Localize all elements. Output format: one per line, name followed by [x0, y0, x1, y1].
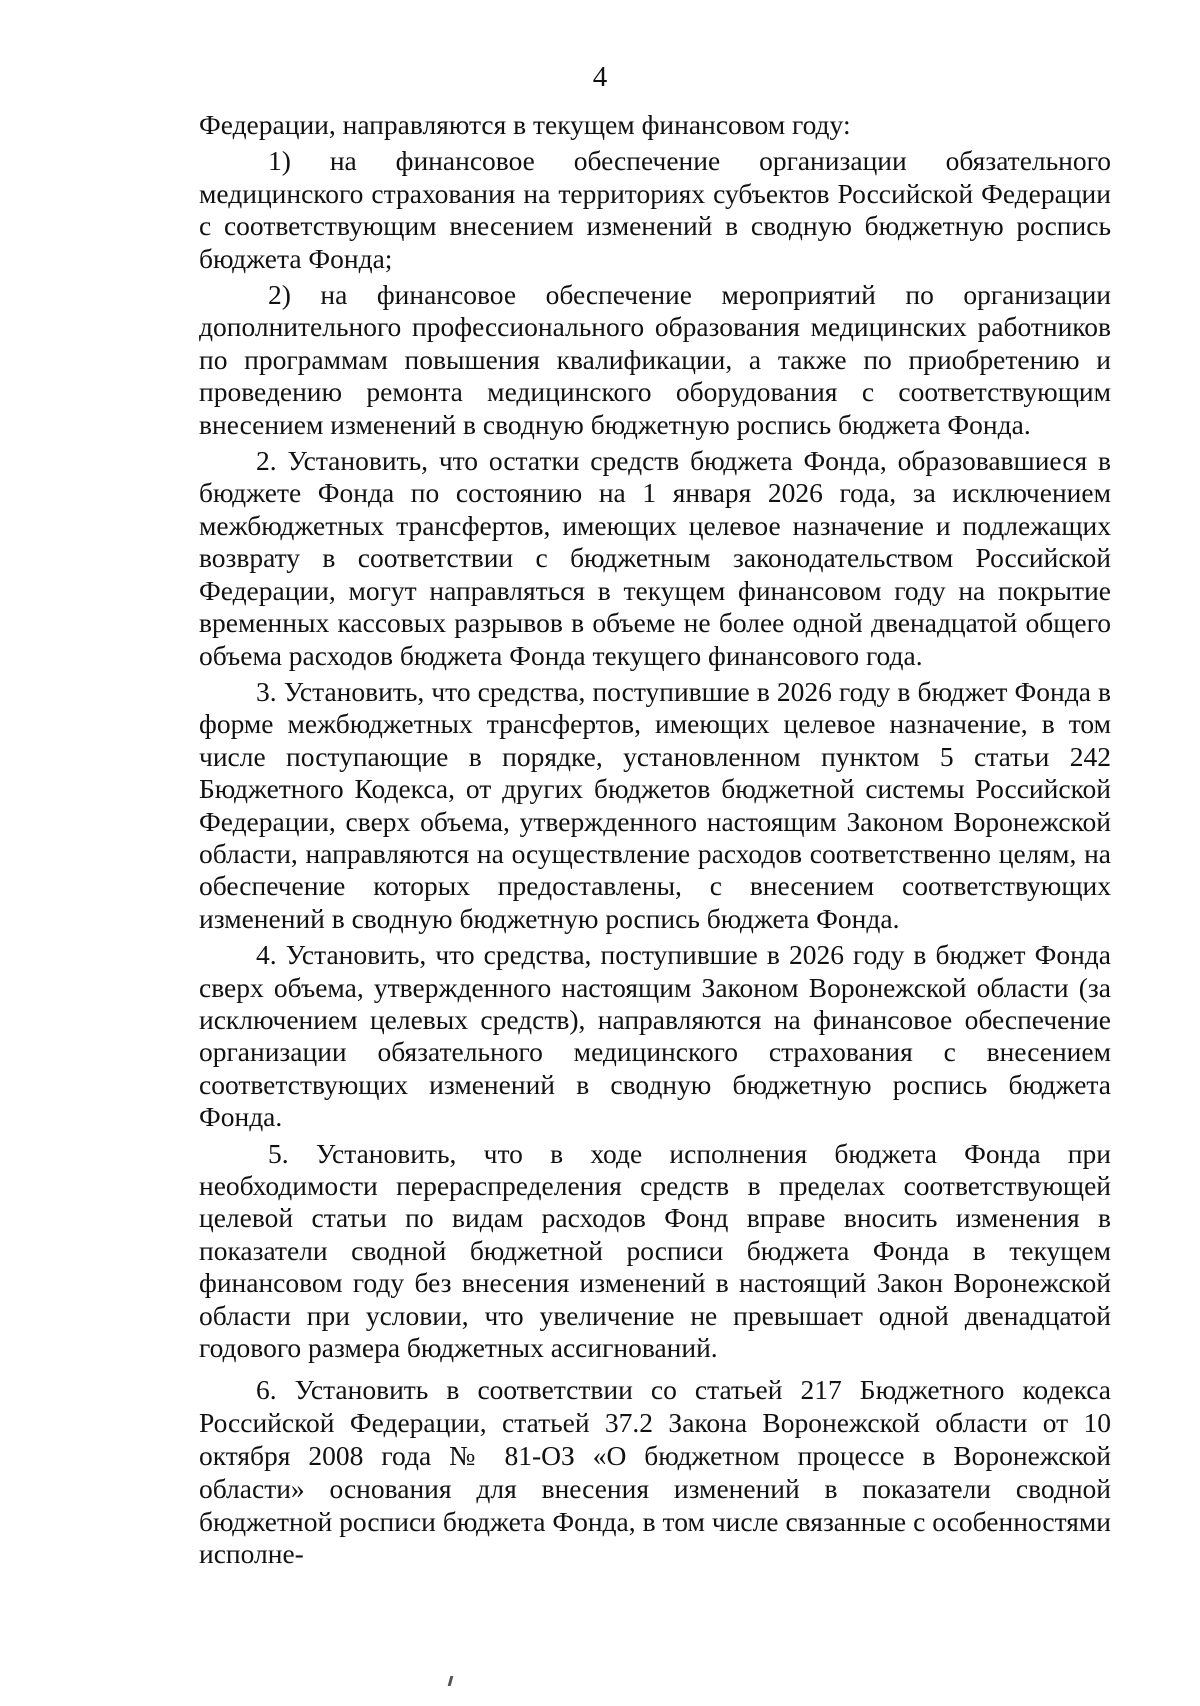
paragraph-clause-4: 4. Установить, что средства, поступившие в 2026 году в бюджет Фонда сверх объема, утвержденного настоящим Законом Воронежской области (за исключением целевых средств), направляются на финансовое обеспечение организации обязательного медицинского страхования с внесением соответствующих изменений в сводную бюджетную роспись бюджета Фонда.: [199, 939, 1111, 1133]
paragraph-item-1: 1) на финансовое обеспечение организации обязательного медицинского страхования на территориях субъектов Российской Федерации с соответствующим внесением изменений в сводную бюджетную роспись бюджета Фонда;: [199, 145, 1111, 274]
paragraph-clause-2: 2. Установить, что остатки средств бюджета Фонда, образовавшиеся в бюджете Фонда по состоянию на 1 января 2026 года, за исключением межбюджетных трансфертов, имеющих целевое назначение и подлежащих возврату в соответствии с бюджетным законодательством Российской Федерации, могут направляться в текущем финансовом году на покрытие временных кассовых разрывов в объеме не более одной двенадцатой общего объема расходов бюджета Фонда текущего финансового года.: [199, 445, 1111, 671]
paragraph-clause-5: 5. Установить, что в ходе исполнения бюджета Фонда при необходимости перераспределения средств в пределах соответствующей целевой статьи по видам расходов Фонд вправе вносить изменения в показатели сводной бюджетной росписи бюджета Фонда в текущем финансовом году без внесения изменений в настоящий Закон Воронежской области при условии, что увеличение не превышает одной двенадцатой годового размера бюджетных ассигнований.: [199, 1137, 1111, 1364]
paragraph-continuation: Федерации, направляются в текущем финансовом году:: [199, 109, 851, 140]
scan-mark: [448, 1676, 454, 1686]
paragraph-item-2: 2) на финансовое обеспечение мероприятий по организации дополнительного профессионального образования медицинских работников по программам повышения квалификации, а также по приобретению и проведению ремонта медицинского оборудования с соответствующим внесением изменений в сводную бюджетную роспись бюджета Фонда.: [199, 279, 1111, 440]
paragraph-clause-6: 6. Установить в соответствии со статьей 217 Бюджетного кодекса Российской Федерации, статьей 37.2 Закона Воронежской области от 10 октября 2008 года № 81-ОЗ «О бюджетном процессе в Воронежской области» основания для внесения изменений в показатели сводной бюджетной росписи бюджета Фонда, в том числе связанные с особенностями исполне-: [199, 1374, 1111, 1570]
document-body: [199, 109, 1111, 1575]
paragraph-clause-3: 3. Установить, что средства, поступившие в 2026 году в бюджет Фонда в форме межбюджетных трансфертов, имеющих целевое назначение, в том числе поступающие в порядке, установленном пунктом 5 статьи 242 Бюджетного Кодекса, от других бюджетов бюджетной системы Российской Федерации, сверх объема, утвержденного настоящим Законом Воронежской области, направляются на осуществление расходов соответственно целям, на обеспечение которых предоставлены, с внесением соответствующих изменений в сводную бюджетную роспись бюджета Фонда.: [199, 675, 1111, 934]
page-number: 4: [592, 61, 608, 93]
